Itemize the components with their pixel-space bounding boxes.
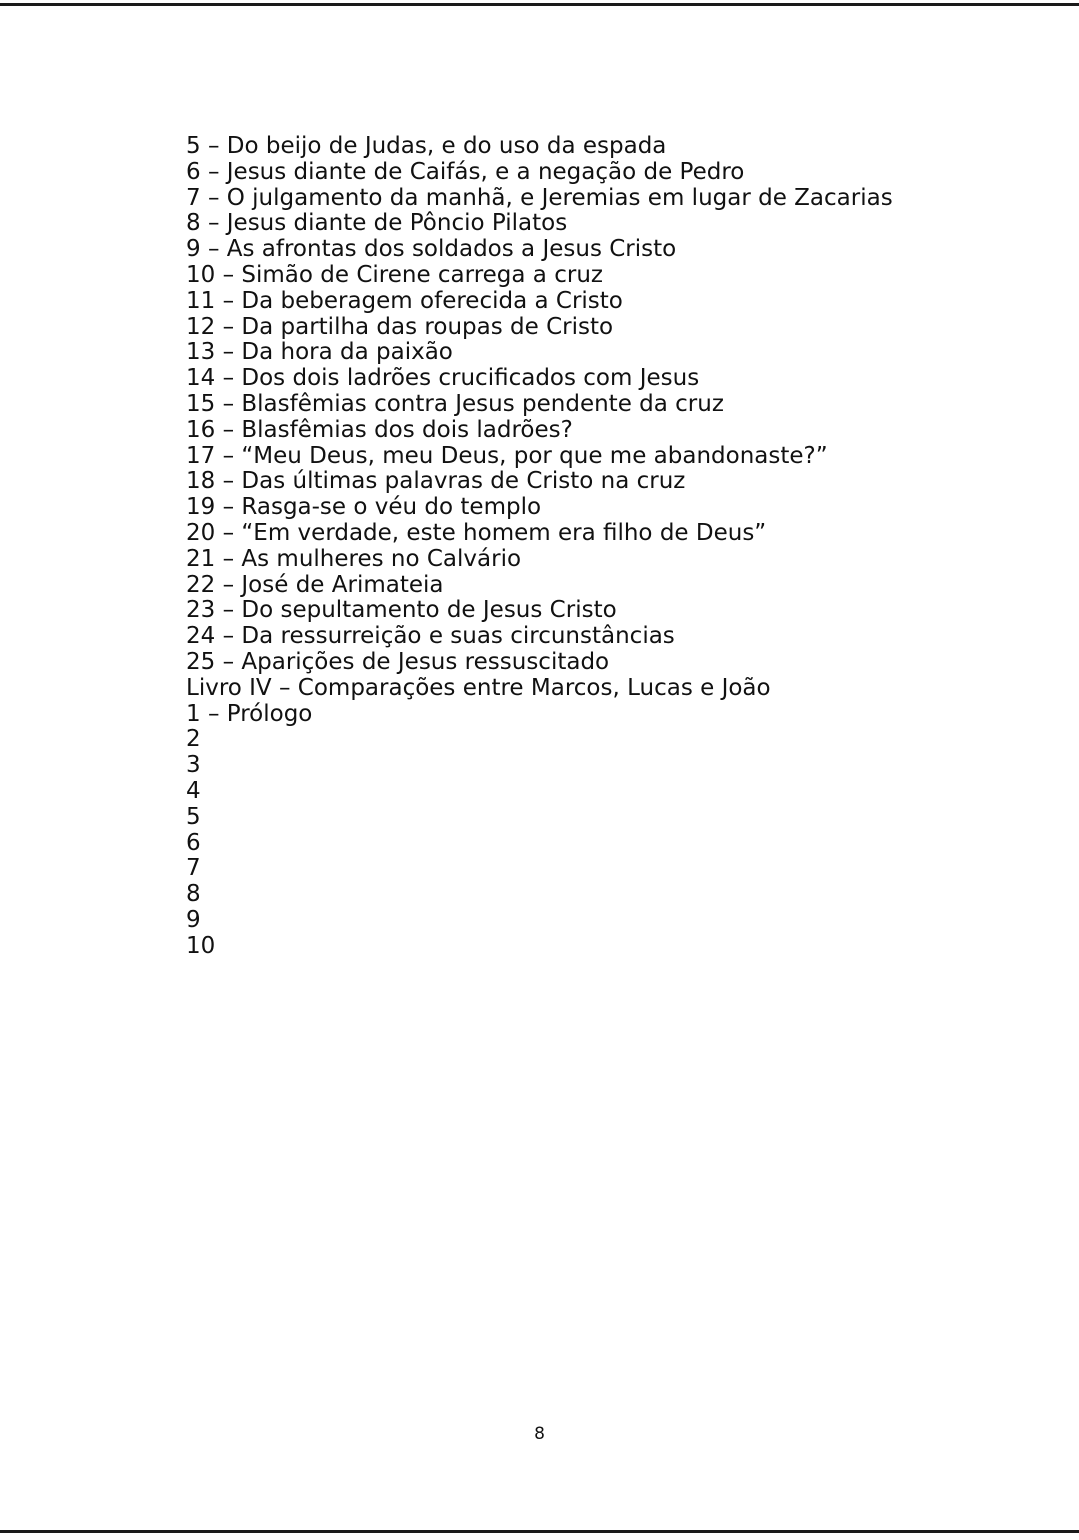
toc-entry: 11 – Da beberagem oferecida a Cristo bbox=[186, 287, 623, 314]
toc-entry: 10 bbox=[186, 932, 216, 959]
toc-entry: 22 – José de Arimateia bbox=[186, 571, 444, 598]
top-rule bbox=[0, 3, 1079, 6]
toc-entry: 18 – Das últimas palavras de Cristo na cruz bbox=[186, 468, 686, 495]
toc-entry: 7 bbox=[186, 855, 201, 882]
page-number: 8 bbox=[534, 1424, 545, 1444]
toc-entry: 14 – Dos dois ladrões crucificados com Jesus bbox=[186, 365, 700, 392]
toc-entry: 6 bbox=[186, 829, 201, 856]
toc-entry: 8 – Jesus diante de Pôncio Pilatos bbox=[186, 210, 568, 237]
toc-entry: 17 – “Meu Deus, meu Deus, por que me abandonaste?” bbox=[186, 442, 828, 469]
toc-section-heading: Livro IV – Comparações entre Marcos, Lucas e João bbox=[186, 674, 771, 701]
bottom-rule bbox=[0, 1530, 1079, 1533]
toc-entry: 23 – Do sepultamento de Jesus Cristo bbox=[186, 597, 617, 624]
toc-entry: 2 bbox=[186, 726, 201, 753]
toc-entry: 1 – Prólogo bbox=[186, 700, 313, 727]
toc-entry: 7 – O julgamento da manhã, e Jeremias em lugar de Zacarias bbox=[186, 184, 893, 211]
toc-entry: 19 – Rasga-se o véu do templo bbox=[186, 494, 542, 521]
toc-entry: 21 – As mulheres no Calvário bbox=[186, 545, 522, 572]
toc-entry: 15 – Blasfêmias contra Jesus pendente da cruz bbox=[186, 390, 724, 417]
toc-entry: 10 – Simão de Cirene carrega a cruz bbox=[186, 261, 603, 288]
toc-entry: 3 bbox=[186, 752, 201, 779]
toc-entry: 5 bbox=[186, 803, 201, 830]
toc-entry: 24 – Da ressurreição e suas circunstâncias bbox=[186, 623, 675, 650]
toc-entry: 5 – Do beijo de Judas, e do uso da espada bbox=[186, 133, 667, 159]
toc-entry: 20 – “Em verdade, este homem era filho de Deus” bbox=[186, 519, 767, 546]
toc-entry: 25 – Aparições de Jesus ressuscitado bbox=[186, 648, 610, 675]
toc-entry: 12 – Da partilha das roupas de Cristo bbox=[186, 313, 614, 340]
toc-entry: 16 – Blasfêmias dos dois ladrões? bbox=[186, 416, 573, 443]
table-of-contents bbox=[186, 134, 1046, 960]
toc-entry: 9 – As afrontas dos soldados a Jesus Cristo bbox=[186, 236, 677, 263]
toc-entry: 9 bbox=[186, 906, 201, 933]
toc-entry: 8 bbox=[186, 881, 201, 908]
toc-entry: 6 – Jesus diante de Caifás, e a negação de Pedro bbox=[186, 158, 745, 185]
toc-entry: 13 – Da hora da paixão bbox=[186, 339, 453, 366]
toc-entry: 4 bbox=[186, 777, 201, 804]
